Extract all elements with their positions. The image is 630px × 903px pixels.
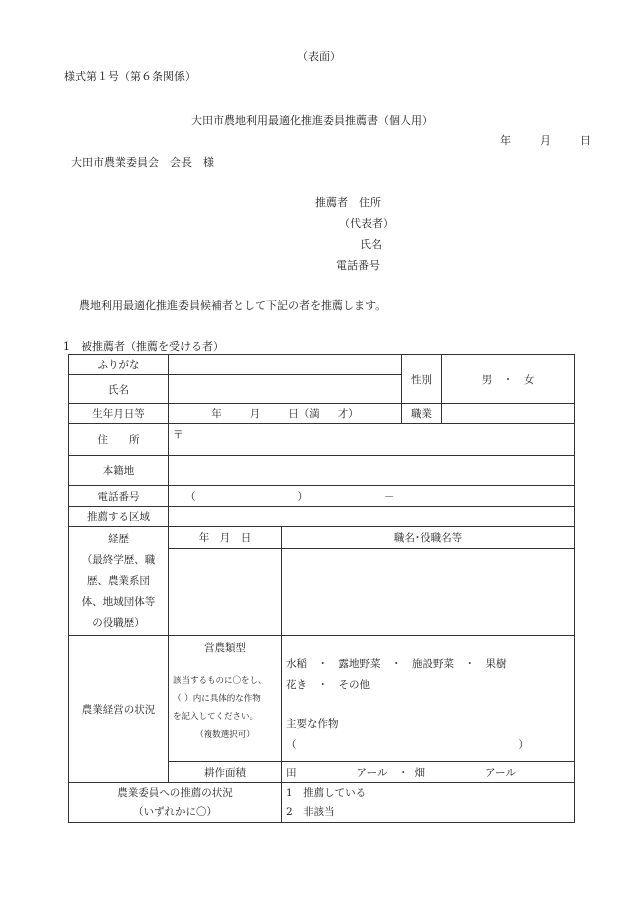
farming-type-cell	[169, 636, 282, 762]
birth-row	[69, 404, 575, 424]
recommender-name-label: 氏名	[360, 238, 382, 251]
address-row	[69, 424, 575, 456]
career-label-note: （最終学歴、職 歴、農業系団 体、地域団体等 の役職歴）	[81, 553, 156, 629]
area-row	[69, 507, 575, 527]
occupation-field[interactable]	[442, 404, 575, 424]
paddy-label: 田	[286, 766, 297, 779]
nominee-form-table	[68, 354, 575, 823]
gender-label: 性別	[402, 355, 442, 404]
are-unit-1: アール ・	[356, 766, 409, 779]
date-year: 年	[500, 134, 511, 147]
side-indicator: （表面）	[297, 50, 341, 63]
name-field[interactable]	[169, 375, 402, 404]
career-date-field[interactable]	[169, 549, 282, 636]
phone-field[interactable]	[169, 486, 575, 507]
committee-rec-sub: （いずれかに〇）	[133, 805, 217, 818]
domicile-field[interactable]	[169, 456, 575, 486]
phone-dash: －	[384, 490, 395, 503]
address-field[interactable]	[169, 424, 575, 456]
birth-field[interactable]	[169, 404, 402, 424]
committee-opt-2[interactable]: 2 非該当	[286, 805, 335, 818]
committee-rec-row	[69, 783, 575, 823]
career-position-field[interactable]	[282, 549, 575, 636]
area-label: 推薦する区域	[69, 507, 169, 527]
document-title: 大田市農地利用最適化推進委員推薦書（個人用）	[191, 114, 433, 127]
field-label: 畑	[414, 766, 425, 779]
postal-mark: 〒	[173, 429, 184, 441]
birth-year: 年	[211, 408, 222, 420]
area-cultivated-label: 耕作面積	[169, 762, 282, 783]
phone-label: 電話番号	[69, 486, 169, 507]
furigana-label: ふりがな	[69, 355, 169, 375]
address-label: 住 所	[69, 424, 169, 456]
birth-age-unit: 才）	[337, 408, 359, 420]
career-label	[69, 527, 169, 636]
main-crops-open: （	[286, 739, 297, 751]
area-field[interactable]	[169, 507, 575, 527]
area-cultivated-field[interactable]	[282, 762, 575, 783]
phone-close: ）	[297, 490, 308, 503]
career-header-row	[69, 527, 575, 549]
date-day: 日	[580, 134, 591, 147]
domicile-label: 本籍地	[69, 456, 169, 486]
career-date-header: 年 月 日	[169, 527, 282, 549]
furigana-field[interactable]	[169, 355, 402, 375]
birth-day-age: 日（満	[288, 408, 320, 420]
committee-rec-label: 農業委員への推薦の状況	[117, 786, 233, 799]
committee-rec-options[interactable]	[282, 783, 575, 823]
occupation-label: 職業	[402, 404, 442, 424]
gender-options[interactable]: 男 ・ 女	[442, 355, 575, 404]
career-position-header: 職名･役職名等	[282, 527, 575, 549]
committee-rec-label-cell	[69, 783, 282, 823]
farming-instruction-3: を記入してください。	[173, 712, 259, 722]
are-unit-2: アール	[484, 766, 516, 779]
farming-label: 農業経営の状況	[69, 636, 169, 783]
career-label-title: 経歴	[108, 532, 129, 545]
main-crops-close: ）	[518, 739, 529, 751]
section-1-title: 1 被推薦者（推薦を受ける者）	[63, 340, 224, 353]
crop-options-1[interactable]: 水稲 ・ 露地野菜 ・ 施設野菜 ・ 果樹	[286, 658, 507, 670]
farming-crops-cell[interactable]	[282, 636, 575, 762]
form-number: 様式第１号（第６条関係）	[64, 70, 196, 83]
domicile-row	[69, 456, 575, 486]
main-crops-label: 主要な作物	[286, 718, 339, 730]
recommender-representative-label: （代表者）	[339, 217, 394, 230]
phone-row	[69, 486, 575, 507]
farming-instruction-2: （ ）内に具体的な作物	[173, 694, 261, 704]
recommender-phone-label: 電話番号	[336, 259, 380, 272]
date-line	[500, 134, 591, 148]
addressee: 大田市農業委員会 会長 様	[71, 156, 214, 169]
name-label: 氏名	[69, 375, 169, 404]
crop-options-2[interactable]: 花き ・ その他	[286, 679, 370, 691]
committee-opt-1[interactable]: 1 推薦している	[286, 786, 367, 799]
farming-row	[69, 636, 575, 762]
farming-instruction-4: （複数選択可）	[195, 730, 255, 740]
farming-instruction-1: 該当するものに〇をし、	[173, 676, 267, 686]
birth-label: 生年月日等	[69, 404, 169, 424]
furigana-row	[69, 355, 575, 375]
intro-text: 農地利用最適化推進委員候補者として下記の者を推薦します。	[79, 299, 387, 312]
phone-open: （	[185, 490, 196, 503]
recommender-address-label: 推薦者 住所	[315, 196, 381, 209]
birth-month: 月	[249, 408, 261, 420]
date-month: 月	[540, 134, 551, 147]
main-crops-input[interactable]	[286, 735, 570, 756]
farming-type-label: 営農類型	[204, 642, 246, 654]
